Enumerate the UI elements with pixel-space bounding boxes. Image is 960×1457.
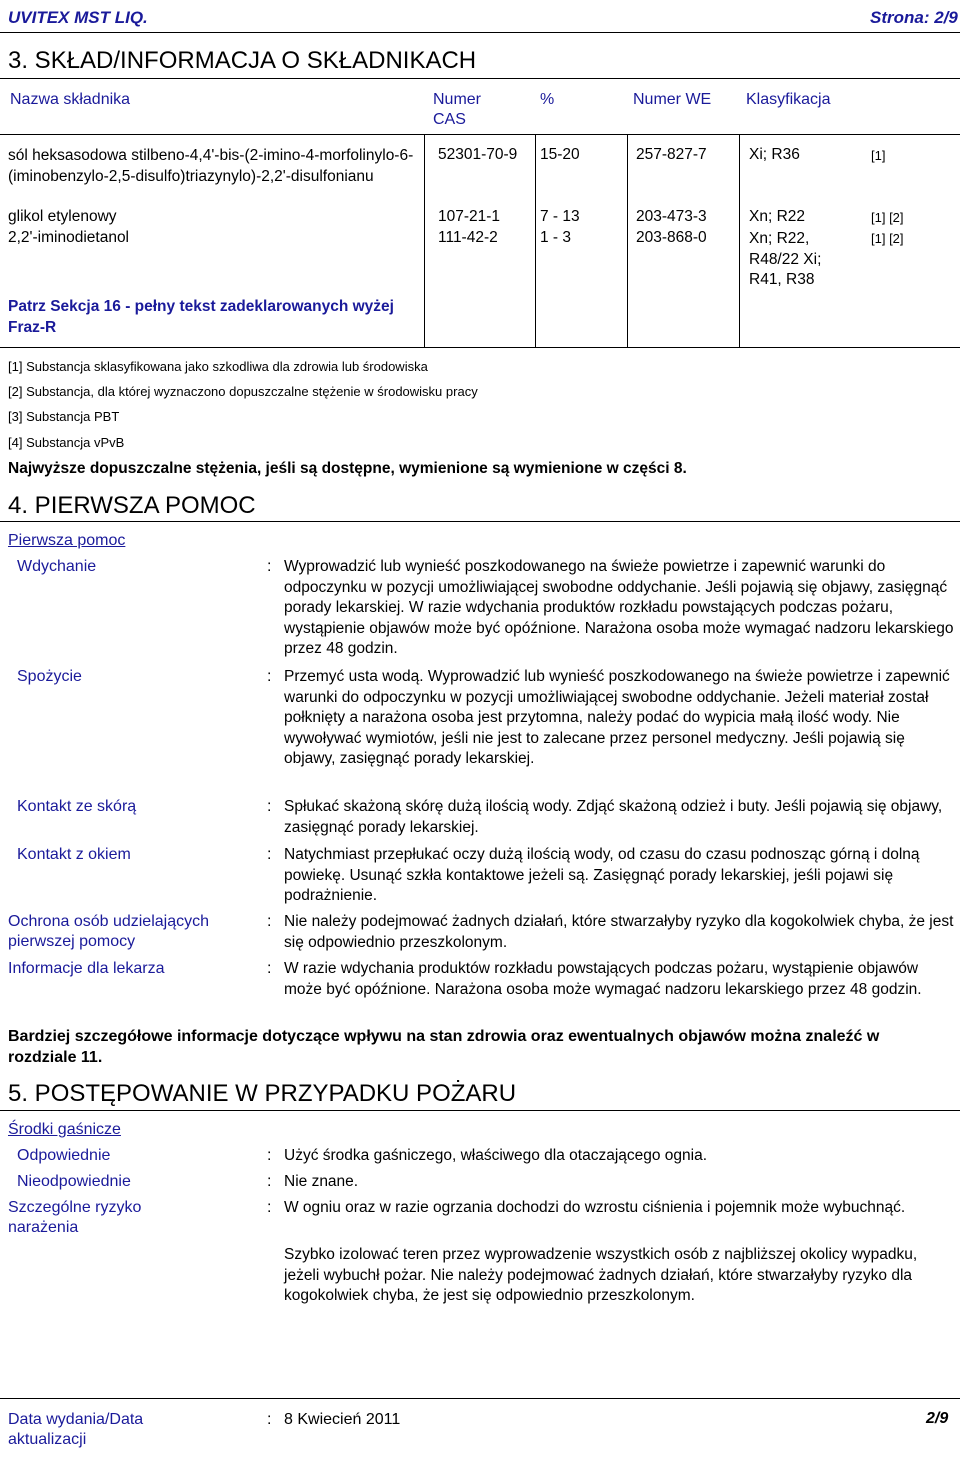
label-skin-contact: Kontakt ze skórą (17, 798, 137, 815)
table-row-pct: 1 - 3 (540, 229, 572, 246)
table-row-pct: 7 - 13 (540, 208, 580, 225)
table-row-cas: 52301-70-9 (438, 146, 518, 163)
section-4-divider (0, 521, 960, 522)
table-bottom-line (0, 347, 960, 348)
table-row-name: glikol etylenowy (8, 208, 117, 225)
footnote: [1] Substancja sklasyfikowana jako szkodliwa dla zdrowia lub środowiska (8, 359, 428, 374)
col-cas-header-1: Numer (433, 91, 482, 108)
section-3-title: 3. SKŁAD/INFORMACJA O SKŁADNIKACH (8, 47, 477, 74)
label-eye-contact: Kontakt z okiem (17, 846, 131, 863)
colon: : (267, 1411, 272, 1428)
table-row-notes: [1] (871, 148, 886, 163)
section-5-title: 5. POSTĘPOWANIE W PRZYPADKU POŻARU (8, 1080, 517, 1107)
label-suitable: Odpowiednie (17, 1147, 111, 1164)
footer-date-value: 8 Kwiecień 2011 (284, 1411, 401, 1428)
text-ingestion: Przemyć usta wodą. Wyprowadzić lub wynieść poszkodowanego na świeże powietrze i zapewnić warunki do odpoczynku w pozycji umożliwiającej swobodne oddychanie. Jeżeli materiał został połknięty a narażona osoba jest przytomna, należy podać do wypicia małą ilość wody. Nie wywoływać wymiotów, jeśli nie jest to zalecane przez personel medyczny. Jeśli pojawią się objawy, zasięgnąć porady lekarskiej. (284, 668, 950, 767)
table-row-class: Xi; R36 (749, 146, 800, 163)
text-skin-contact: Spłukać skażoną skórę dużą ilością wody. Zdjąć skażoną odzież i buty. Jeśli pojawią się objawy, zasięgnąć porady lekarskiej. (284, 798, 943, 836)
colon: : (267, 558, 272, 575)
label-inhalation: Wdychanie (17, 558, 97, 575)
footer-date-label: Data wydania/Data aktualizacji (8, 1411, 144, 1448)
limits-note: Najwyższe dopuszczalne stężenia, jeśli są dostępne, wymienione są wymienione w części 8. (8, 460, 687, 477)
text-special-hazard: W ogniu oraz w razie ogrzania dochodzi do wzrostu ciśnienia i pojemnik może wybuchnąć. (284, 1199, 906, 1216)
col-name-header: Nazwa składnika (10, 91, 131, 108)
colon: : (267, 960, 272, 977)
colon: : (267, 668, 272, 685)
section-5-divider (0, 1110, 960, 1111)
text-suitable: Użyć środka gaśniczego, właściwego dla otaczającego ognia. (284, 1147, 708, 1164)
table-row-class: Xn; R22, R48/22 Xi; R41, R38 (749, 230, 822, 288)
extinguishing-subheading: Środki gaśnicze (8, 1121, 121, 1138)
more-info-note: Bardziej szczegółowe informacje dotyczące wpływu na stan zdrowia oraz ewentualnych objawów można znaleźć w rozdziale 11. (8, 1028, 880, 1066)
first-aid-subheading: Pierwsza pomoc (8, 532, 126, 549)
label-unsuitable: Nieodpowiednie (17, 1173, 131, 1190)
colon: : (267, 913, 272, 930)
label-rescuer-protection: Ochrona osób udzielających pierwszej pomocy (8, 913, 210, 950)
table-col-line (627, 134, 628, 347)
section-4-title: 4. PIERWSZA POMOC (8, 492, 256, 519)
col-class-header: Klasyfikacja (746, 91, 831, 108)
text-eye-contact: Natychmiast przepłukać oczy dużą ilością wody, od czasu do czasu podnosząc górną i dolną powiekę. Usunąć szkła kontaktowe jeżeli są. Zasięgnąć porady lekarskiej, jeśli pojawi się podrażnienie. (284, 846, 920, 904)
footer-page-number: 2/9 (926, 1410, 949, 1427)
label-special-hazard: Szczególne ryzyko narażenia (8, 1199, 142, 1236)
col-pct-header: % (540, 91, 555, 108)
table-row-class: Xn; R22 (749, 208, 806, 225)
text-inhalation: Wyprowadzić lub wynieść poszkodowanego na świeże powietrze i zapewnić warunki do odpoczynku w pozycji umożliwiającej swobodne oddychanie. Jeśli pojawią się objawy, zasięgnąć porady lekarskiej. W razie wdychania produktów rozkładu powstających podczas pożaru, wystąpienie objawów może być opóźnione. Narażona osoba może wymagać nadzoru lekarskiego przez 48 godzin. (284, 558, 954, 657)
see-section-16: Patrz Sekcja 16 - pełny tekst zadeklarowanych wyżej Fraz-R (8, 298, 394, 336)
table-row-pct: 15-20 (540, 146, 580, 163)
table-row-cas: 111-42-2 (438, 229, 498, 246)
text-unsuitable: Nie znane. (284, 1173, 359, 1190)
table-row-we: 203-868-0 (636, 229, 707, 246)
product-name: UVITEX MST LIQ. (8, 8, 148, 27)
text-physician-info: W razie wdychania produktów rozkładu powstających podczas pożaru, wystąpienie objawów może być opóźnione. Narażona osoba może wymagać nadzoru lekarskiego przez 48 godzin. (284, 960, 922, 998)
table-col-line (535, 134, 536, 347)
colon: : (267, 798, 272, 815)
footnote: [2] Substancja, dla której wyznaczono dopuszczalne stężenie w środowisku pracy (8, 384, 478, 399)
footnote: [3] Substancja PBT (8, 409, 120, 424)
colon: : (267, 1199, 272, 1216)
section-3-divider (0, 78, 960, 79)
label-physician-info: Informacje dla lekarza (8, 960, 165, 977)
table-row-notes: [1] [2] (871, 231, 904, 246)
page-number: Strona: 2/9 (870, 8, 958, 27)
footnote: [4] Substancja vPvB (8, 435, 125, 450)
label-ingestion: Spożycie (17, 668, 82, 685)
col-cas-header-2: CAS (433, 111, 466, 128)
header-divider (0, 32, 960, 33)
footer-divider (0, 1398, 960, 1399)
table-row-name: 2,2'-iminodietanol (8, 229, 130, 246)
table-row-cas: 107-21-1 (438, 208, 501, 225)
table-header-line (0, 134, 960, 135)
table-row-name: sól heksasodowa stilbeno-4,4'-bis-(2-imino-4-morfolinylo-6-(iminobenzylo-2,5-disulfo)triazynylo)-2,2'-disulfonianu (8, 147, 414, 185)
text-special-hazard-extra: Szybko izolować teren przez wyprowadzenie wszystkich osób z najbliższej okolicy wypadku, jeżeli wybuchł pożar. Nie należy podejmować żadnych działań, które stwarzałyby ryzyko dla kogokolwiek chyba, że jest się odpowiednio przeszkolonym. (284, 1246, 918, 1304)
table-row-we: 257-827-7 (636, 146, 707, 163)
text-rescuer-protection: Nie należy podejmować żadnych działań, które stwarzałyby ryzyko dla kogokolwiek chyba, że jest się odpowiednio przeszkolonym. (284, 913, 954, 951)
table-row-we: 203-473-3 (636, 208, 707, 225)
colon: : (267, 1147, 272, 1164)
table-col-line (424, 134, 425, 347)
table-row-notes: [1] [2] (871, 210, 904, 225)
col-we-header: Numer WE (633, 91, 712, 108)
colon: : (267, 846, 272, 863)
colon: : (267, 1173, 272, 1190)
table-col-line (739, 134, 740, 347)
